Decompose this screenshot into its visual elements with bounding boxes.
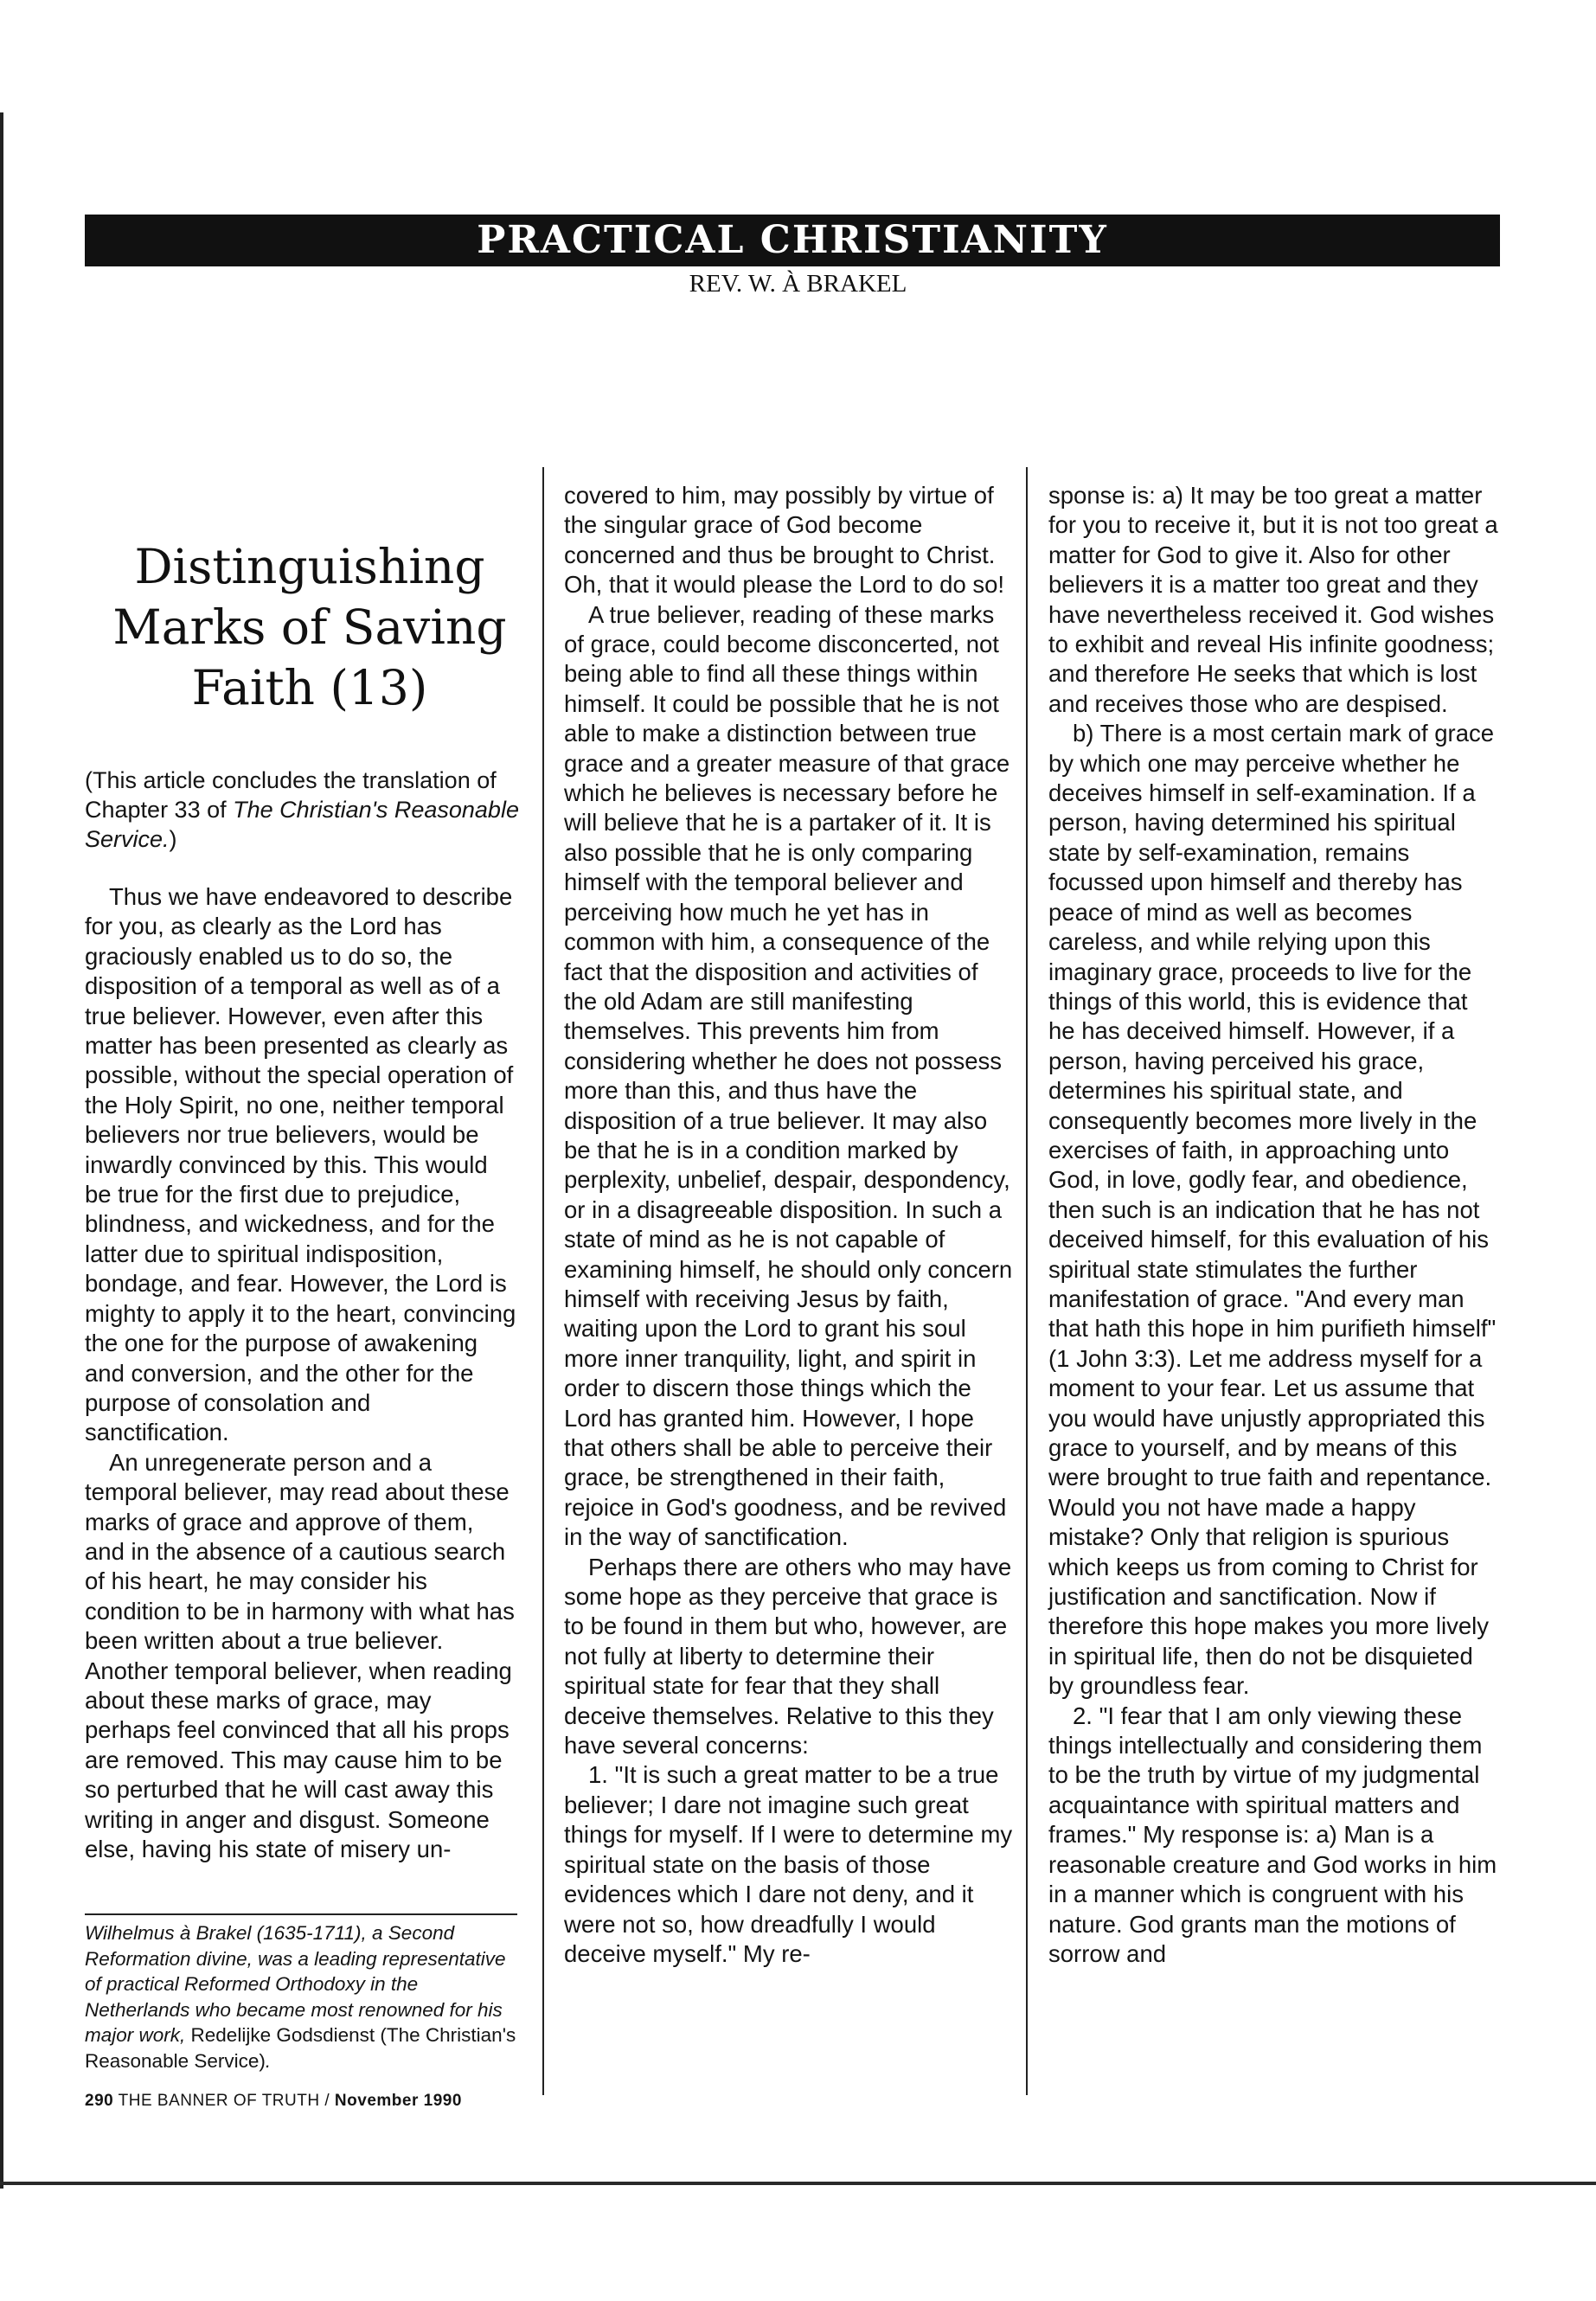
- page-footer: [85, 2092, 462, 2111]
- column-3: [1048, 481, 1498, 1969]
- paragraph: covered to him, may possibly by virtue of the singular grace of God become concerned and thus be brought to Christ. Oh, that it would please the Lord to do so!: [564, 482, 1005, 599]
- paragraph: sponse is: a) It may be too great a matter for you to receive it, but it is not too great a matter for God to give it. Also for other believers it is a matter too great and they have nevertheless received it. God wishes to exhibit and reveal His infinite goodness; and therefore He seeks that which is lost and receives those who are despised.: [1048, 482, 1498, 717]
- paragraph: Thus we have endeavored to describe for you, as clearly as the Lord has graciously enabled us to do so, the disposition of a temporal as well as of a true believer. However, even after this matter has been presented as clearly as possible, without the special operation of the Holy Spirit, no one, neither temporal believers nor true believers, would be inwardly convinced by this. This would be true for the first due to prejudice, blindness, and wickedness, and for the latter due to spiritual indisposition, bondage, and fear. However, the Lord is mighty to apply it to the heart, convincing the one for the purpose of awakening and conversion, and the other for the purpose of consolation and sanctification.: [85, 883, 516, 1446]
- magazine-name: THE BANNER OF TRUTH /: [118, 2092, 330, 2110]
- intro-close: ): [169, 826, 177, 852]
- paragraph: 1. "It is such a great matter to be a true believer; I dare not imagine such great things for myself. If I were to determine my spiritual state on the basis of those evidences which I dare not deny, and it were not so, how dreadfully I would deceive myself." My re-: [564, 1761, 1013, 1967]
- title-line-2: Marks of Saving: [112, 599, 507, 655]
- author-note-rule: [85, 1913, 517, 1915]
- paragraph: Perhaps there are others who may have some hope as they perceive that grace is to be found in them but who, however, are not fully at liberty to determine their spiritual state for fear that they shall deceive themselves. Relative to this they have several concerns:: [564, 1553, 1012, 1759]
- column-divider: [542, 467, 544, 2095]
- article-intro: [85, 766, 535, 854]
- title-line-1: Distinguishing: [134, 539, 485, 594]
- intro-book-title: The Christian's Reasonable Service.: [85, 797, 519, 852]
- column-1: [85, 882, 517, 1864]
- paragraph: A true believer, reading of these marks of grace, could become disconcerted, not being able to find all these things within himself. It could be possible that he is not able to make a distinction between true grace and a greater measure of that grace which he believes is necessary before he will believe that he is a partaker of it. It is also possible that he is only comparing himself with the temporal believer and perceiving how much he yet has in common with him, a consequence of the fact that the disposition and activities of the old Adam are still manifesting themselves. This prevents him from considering whether he does not possess more than this, and thus have the disposition of a true believer. It may also be that he is in a condition marked by perplexity, unbelief, despair, despondency, or in a disagreeable disposition. In such a state of mind as he is not capable of examining himself, he should only concern himself with receiving Jesus by faith, waiting upon the Lord to grant his soul more inner tranquility, light, and spirit in order to discern those things which the Lord has granted him. However, I hope that others shall be able to perceive their grace, be strengthened in their faith, rejoice in God's goodness, and be revived in the way of sanctification.: [564, 600, 1013, 1551]
- author-byline: REV. W. À BRAKEL: [689, 270, 907, 298]
- column-2: [564, 481, 1014, 1969]
- author-note-text: Wilhelmus à Brakel (1635-1711), a Second Reformation divine, was a leading representative of practical Reformed Orthodoxy in the Netherlands who became most renowned for his major work,: [85, 1922, 506, 2046]
- section-banner: PRACTICAL CHRISTIANITY: [85, 215, 1500, 266]
- issue-date: November 1990: [334, 2092, 462, 2110]
- paragraph: 2. "I fear that I am only viewing these things intellectually and considering them to be the truth by virtue of my judgmental acquaintance with spiritual matters and frames." My response is: a) Man is a reasonable creature and God works in him in a manner which is congruent with his nature. God grants man the motions of sorrow and: [1048, 1702, 1497, 1967]
- paragraph: An unregenerate person and a temporal believer, may read about these marks of grace and approve of them, and in the absence of a cautious search of his heart, he may consider his condition to be in harmony with what has been written about a true believer. Another temporal believer, when reading about these marks of grace, may perhaps feel convinced that all his props are removed. This may cause him to be so perturbed that he will cast away this writing in anger and disgust. Someone else, having his state of misery un-: [85, 1448, 515, 1862]
- scan-border-bottom: [0, 2182, 1596, 2185]
- author-note-end: .: [265, 2049, 272, 2072]
- author-note: [85, 1920, 526, 2073]
- paragraph: b) There is a most certain mark of grace by which one may perceive whether he deceives himself in self-examination. If a person, having determined his spiritual state by self-examination, remains focussed upon himself and thereby has peace of mind as well as becomes careless, and while relying upon this imaginary grace, proceeds to live for the things of this world, this is evidence that he has deceived himself. However, if a person, having perceived his grace, determines his spiritual state, and consequently becomes more lively in the exercises of faith, in approaching unto God, in love, godly fear, and obedience, then such is an indication that he has not deceived himself, for this evaluation of his spiritual state stimulates the further manifestation of grace. "And every man that hath this hope in him purifieth himself" (1 John 3:3). Let me address myself for a moment to your fear. Let us assume that you would have unjustly appropriated this grace to yourself, and by means of this were brought to true faith and repentance. Would you not have made a happy mistake? Only that religion is spurious which keeps us from coming to Christ for justification and sanctification. Now if therefore this hope makes you more lively in spiritual life, then do not be disquieted by groundless fear.: [1048, 720, 1497, 1700]
- scan-border-left: [0, 112, 3, 2189]
- intro-text: (This article concludes the translation of Chapter 33 of: [85, 767, 497, 823]
- article-title: [85, 536, 535, 718]
- author-note-work: Redelijke Godsdienst (The Christian's Reasonable Service): [85, 2024, 516, 2072]
- column-divider: [1026, 467, 1028, 2095]
- title-line-3: Faith (13): [191, 660, 428, 715]
- page-number: 290: [85, 2092, 114, 2110]
